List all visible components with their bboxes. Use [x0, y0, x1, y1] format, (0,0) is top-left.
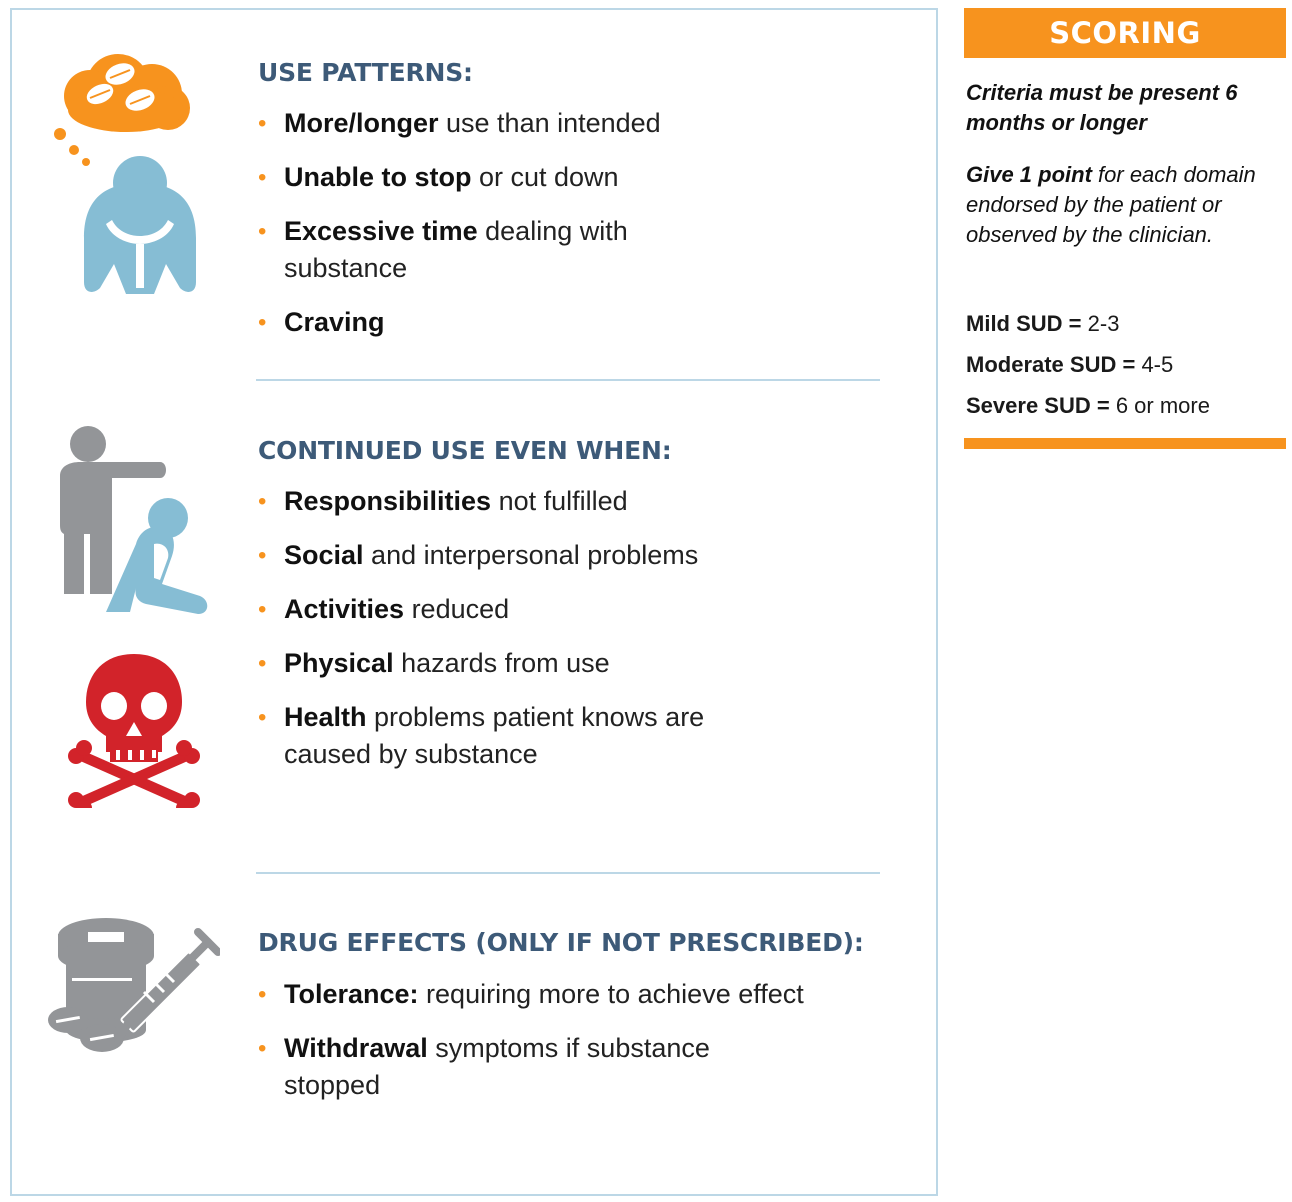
skull-crossbones-icon — [68, 652, 200, 808]
drug-effects-list — [258, 976, 878, 1121]
scoring-header: SCORING — [964, 8, 1286, 58]
list-item: • Health problems patient knows are caused by substance — [258, 699, 798, 773]
scoring-level-moderate: Moderate SUD = 4-5 — [966, 352, 1174, 377]
pills-syringe-icon — [48, 916, 220, 1058]
section-divider — [256, 872, 880, 874]
list-item: • Activities reduced — [258, 591, 858, 628]
scoring-level-mild: Mild SUD = 2-3 — [966, 311, 1120, 336]
list-item: • Physical hazards from use — [258, 645, 858, 682]
list-item: • Withdrawal symptoms if substance stopped — [258, 1030, 798, 1104]
list-item: • Social and interpersonal problems — [258, 537, 858, 574]
section-title-continued-use: CONTINUED USE EVEN WHEN: — [258, 436, 672, 465]
scoring-instructions: Give 1 point for each domain endorsed by the patient or observed by the clinician. — [966, 162, 1256, 247]
scoring-level-severe: Severe SUD = 6 or more — [966, 393, 1210, 418]
section-title-use-patterns: USE PATTERNS: — [258, 58, 473, 87]
blame-person-icon — [50, 424, 215, 619]
list-item: • More/longer use than intended — [258, 105, 858, 142]
continued-use-list — [258, 483, 858, 790]
list-item: • Craving — [258, 304, 858, 341]
scoring-levels — [966, 303, 1210, 426]
list-item: • Responsibilities not fulfilled — [258, 483, 858, 520]
craving-person-icon — [48, 38, 198, 300]
list-item: • Tolerance: requiring more to achieve effect — [258, 976, 878, 1013]
section-divider — [256, 379, 880, 381]
list-item: • Excessive time dealing with substance — [258, 213, 728, 287]
scoring-footer-bar — [964, 438, 1286, 449]
use-patterns-list — [258, 105, 858, 358]
scoring-duration-note: Criteria must be present 6 months or longer — [966, 80, 1238, 135]
section-title-drug-effects: DRUG EFFECTS (ONLY IF NOT PRESCRIBED): — [258, 928, 864, 957]
list-item: • Unable to stop or cut down — [258, 159, 858, 196]
